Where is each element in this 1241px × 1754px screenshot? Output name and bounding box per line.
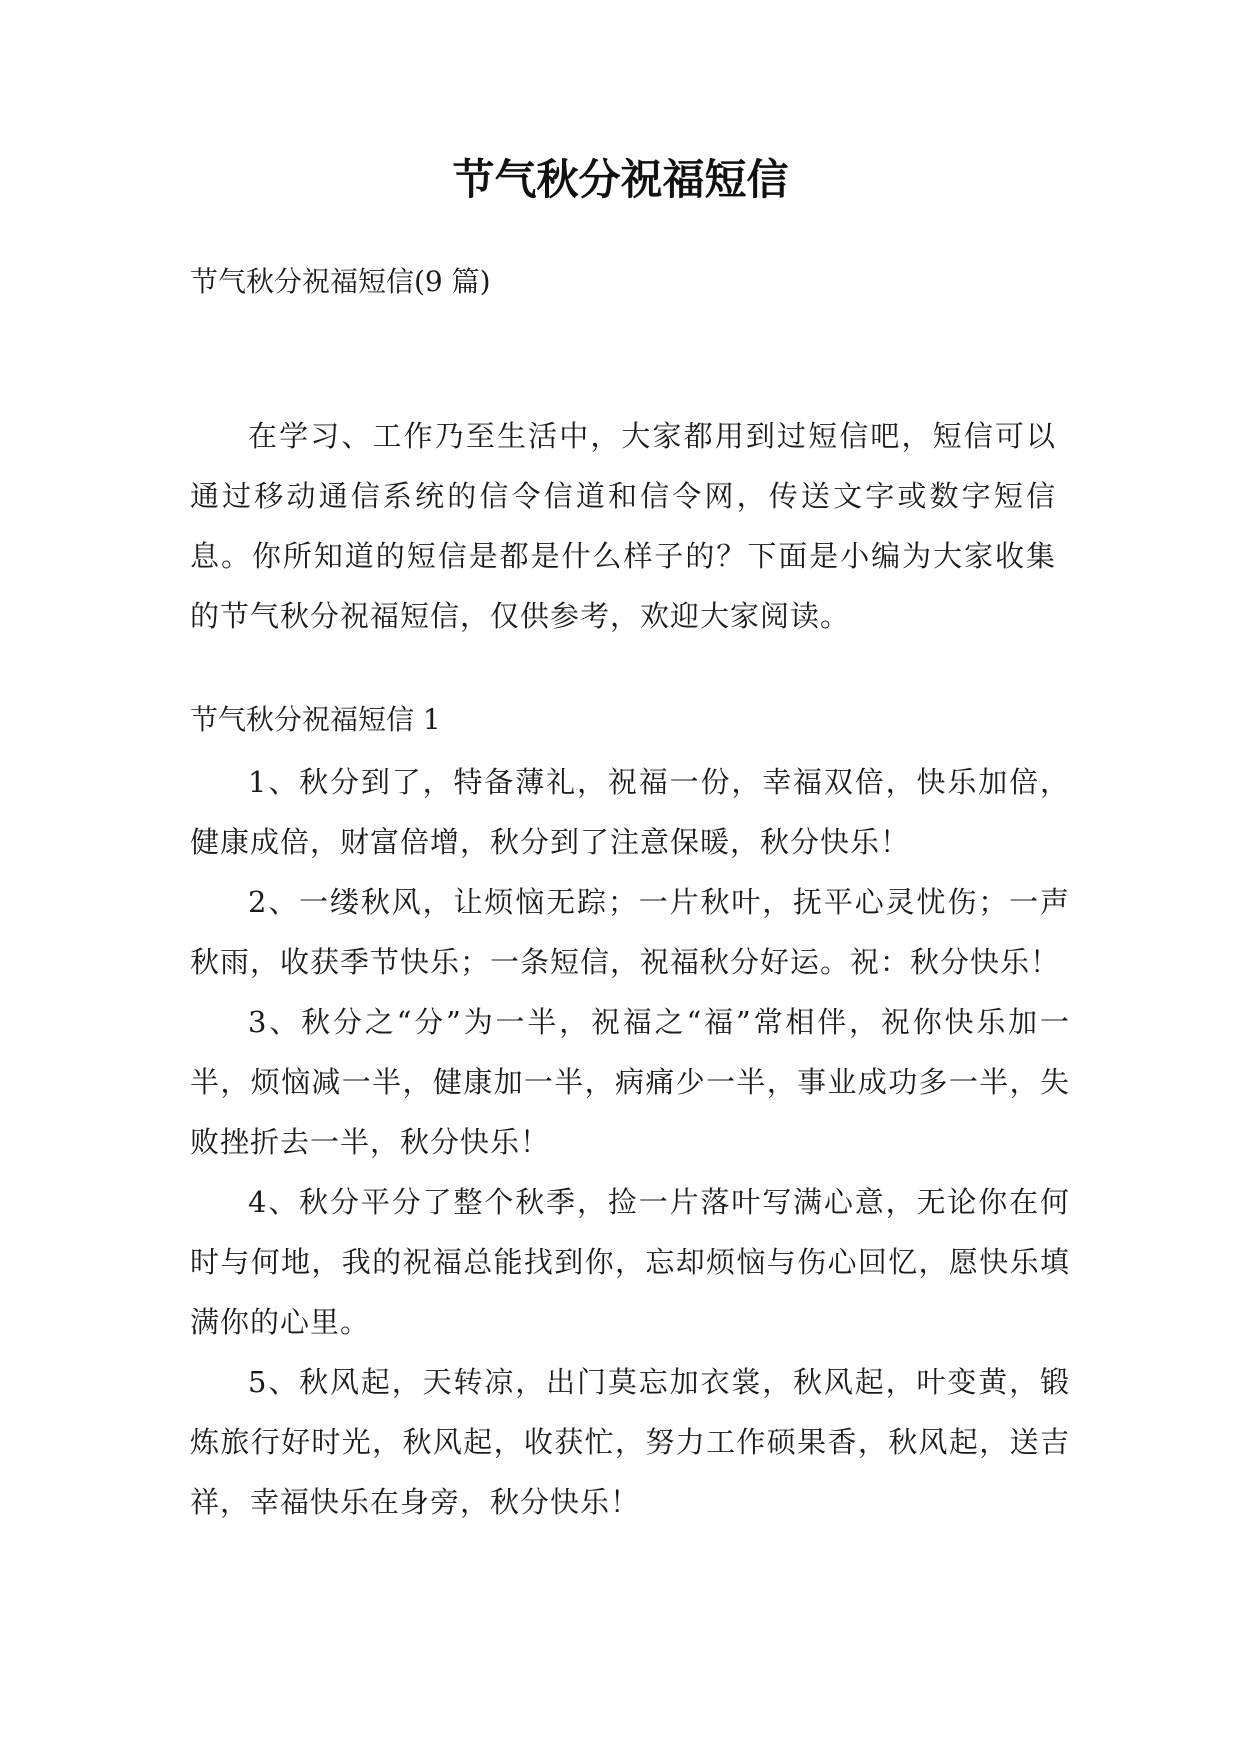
- message-item-4: 4、秋分平分了整个秋季，捡一片落叶写满心意，无论你在何时与何地，我的祝福总能找到你，忘却烦恼与伤心回忆，愿快乐填满你的心里。: [190, 1185, 1070, 1339]
- message-list: [190, 752, 1070, 1532]
- message-item-3: 3、秋分之“分”为一半，祝福之“福”常相伴，祝你快乐加一半，烦恼减一半，健康加一半，病痛少一半，事业成功多一半，失败挫折去一半，秋分快乐！: [190, 1005, 1070, 1159]
- message-item-1: 1、秋分到了，特备薄礼，祝福一份，幸福双倍，快乐加倍，健康成倍，财富倍增，秋分到了注意保暖，秋分快乐！: [190, 765, 1070, 859]
- document-subtitle: 节气秋分祝福短信(9 篇): [190, 265, 491, 298]
- message-item-5: 5、秋风起，天转凉，出门莫忘加衣裳，秋风起，叶变黄，锻炼旅行好时光，秋风起，收获忙，努力工作硕果香，秋风起，送吉祥，幸福快乐在身旁，秋分快乐！: [190, 1365, 1070, 1519]
- document-title: 节气秋分祝福短信: [452, 155, 789, 204]
- section-heading: 节气秋分祝福短信 1: [190, 703, 441, 736]
- intro-paragraph: 在学习、工作乃至生活中，大家都用到过短信吧，短信可以通过移动通信系统的信令信道和信令网，传送文字或数字短信息。你所知道的短信是都是什么样子的？下面是小编为大家收集的节气秋分祝福短信，仅供参考，欢迎大家阅读。: [190, 419, 1056, 633]
- message-item-2: 2、一缕秋风，让烦恼无踪；一片秋叶，抚平心灵忧伤；一声秋雨，收获季节快乐；一条短信，祝福秋分好运。祝：秋分快乐！: [190, 885, 1070, 979]
